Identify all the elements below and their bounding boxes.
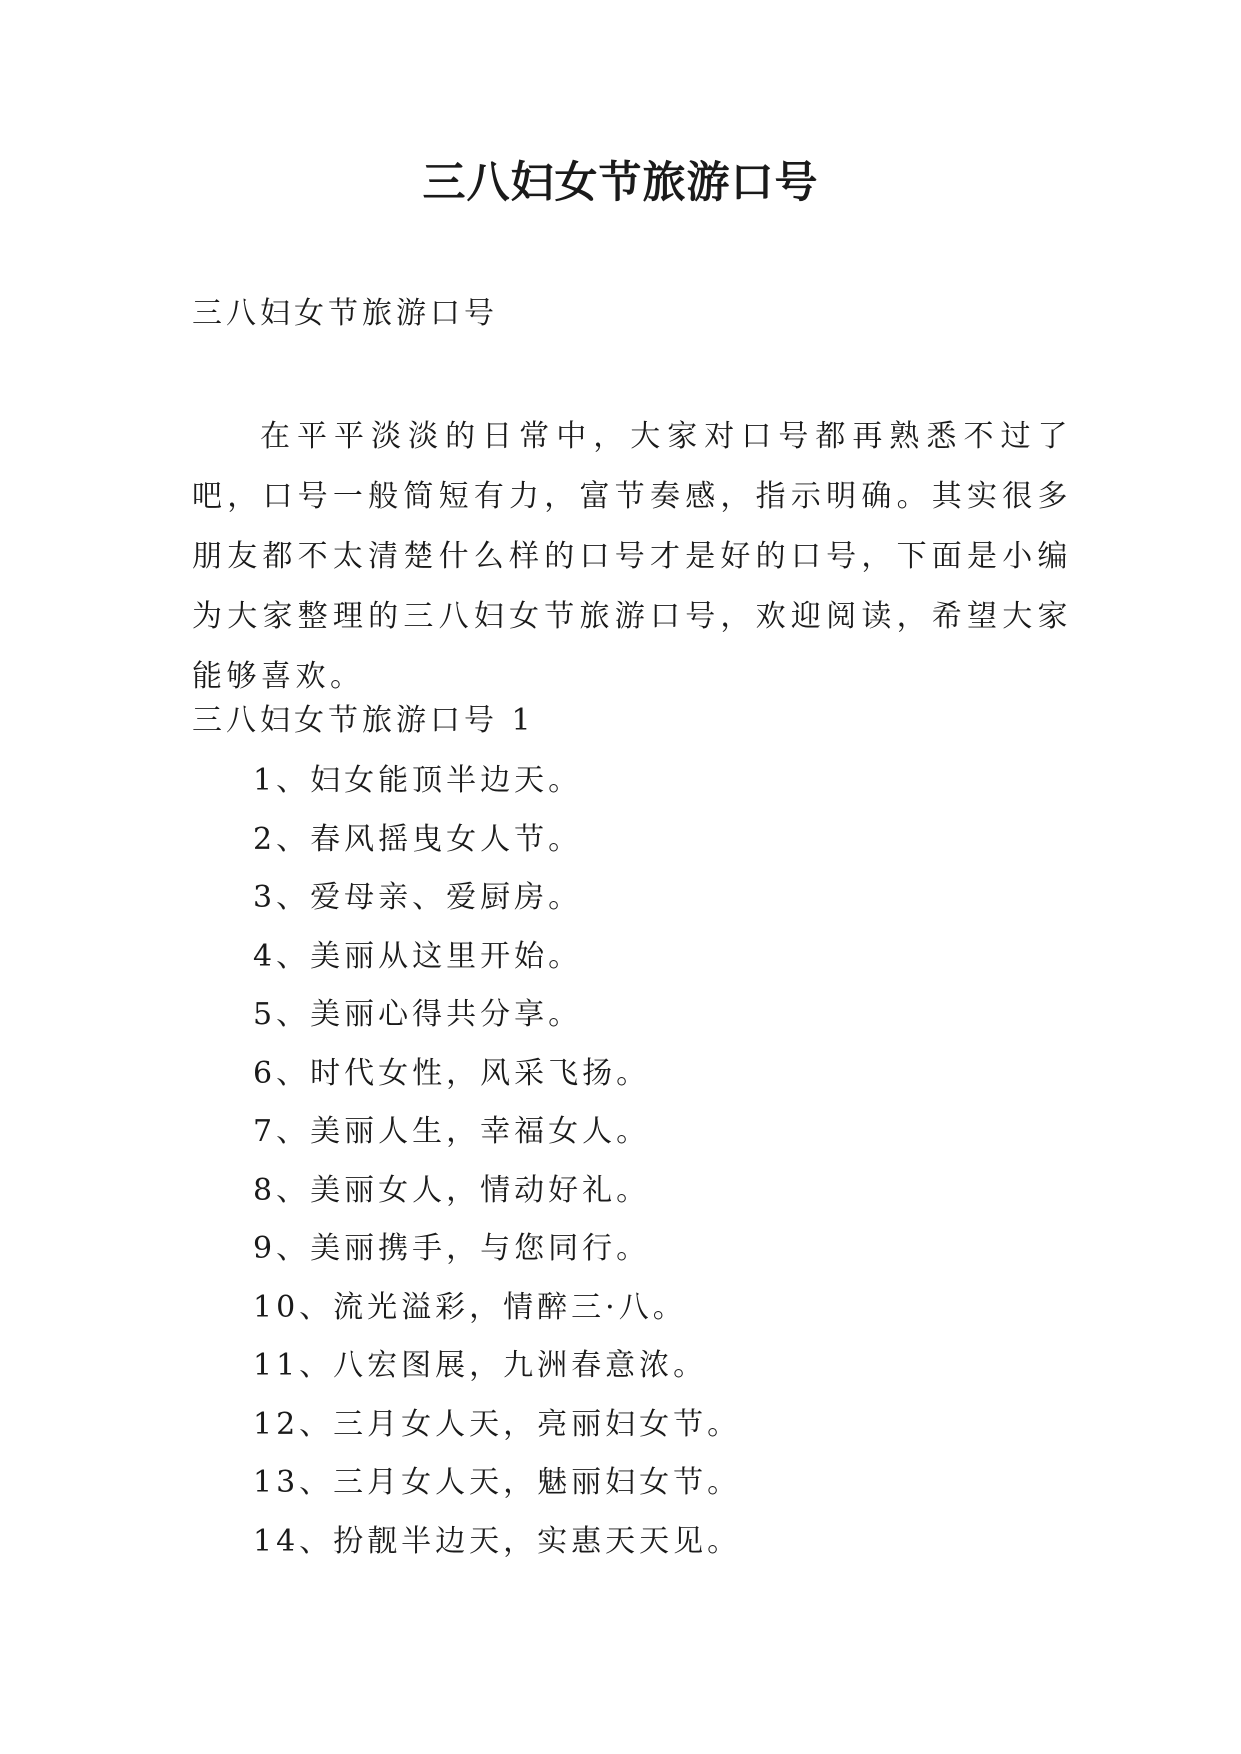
slogan-item: 7、美丽人生，幸福女人。 [253,1114,651,1149]
section-title: 三八妇女节旅游口号 1 [192,703,535,738]
slogan-item: 6、时代女性，风采飞扬。 [253,1055,651,1091]
slogan-item: 5、美丽心得共分享。 [253,997,583,1032]
slogan-item: 10、流光溢彩，情醉三·八。 [253,1289,687,1325]
slogan-item: 14、扮靓半边天，实惠天天见。 [253,1523,742,1559]
slogan-item: 3、爱母亲、爱厨房。 [253,880,583,915]
slogan-item: 12、三月女人天，亮丽妇女节。 [253,1406,742,1442]
slogan-item: 8、美丽女人，情动好礼。 [253,1172,651,1208]
slogan-item: 9、美丽携手，与您同行。 [253,1231,651,1266]
slogan-item: 11、八宏图展，九洲春意浓。 [253,1348,708,1383]
slogan-list [253,752,741,1571]
slogan-item: 4、美丽从这里开始。 [253,938,583,974]
intro-paragraph: 在平平淡淡的日常中，大家对口号都再熟悉不过了吧，口号一般简短有力，富节奏感，指示明确。其实很多朋友都不太清楚什么样的口号才是好的口号，下面是小编为大家整理的三八妇女节旅游口号，欢迎阅读，希望大家能够喜欢。 [192,419,1072,694]
slogan-item: 2、春风摇曳女人节。 [253,821,583,857]
document-title: 三八妇女节旅游口号 [422,158,819,208]
document-heading: 三八妇女节旅游口号 [192,296,498,331]
slogan-item: 13、三月女人天，魅丽妇女节。 [253,1465,742,1500]
slogan-item: 1、妇女能顶半边天。 [253,763,583,798]
